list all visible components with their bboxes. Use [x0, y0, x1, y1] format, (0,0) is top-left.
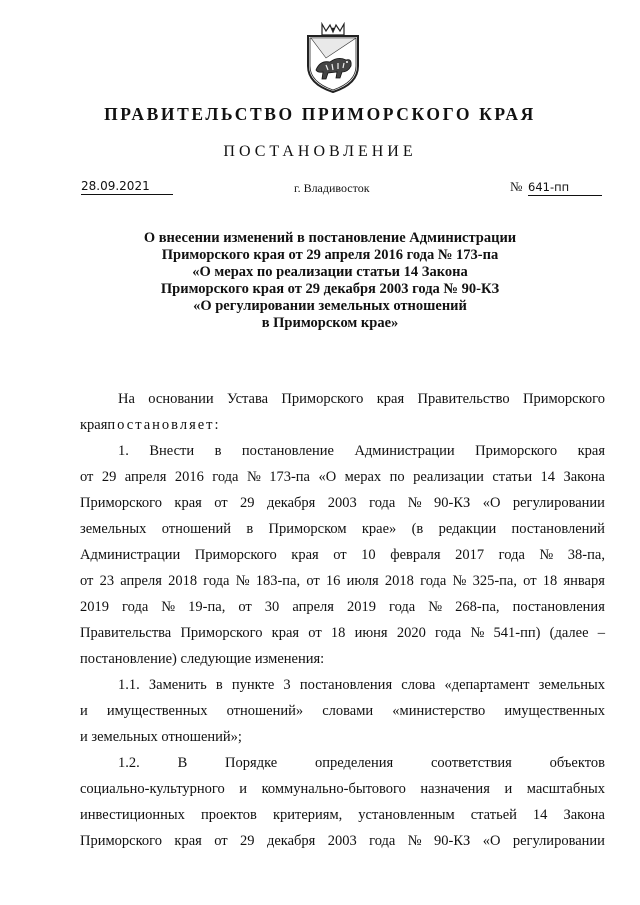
body-word: Администрации	[354, 443, 455, 459]
body-line	[80, 516, 605, 542]
body-word: Закона	[563, 469, 605, 485]
body-word: 38-па,	[567, 547, 605, 563]
body-word: Приморского	[180, 625, 263, 641]
body-word: 268-па,	[455, 599, 500, 615]
body-line	[80, 672, 605, 698]
body-word: февраля	[390, 547, 441, 563]
body-word: №	[470, 625, 485, 641]
body-word: крае»	[361, 521, 397, 537]
body-word: 18	[542, 573, 558, 589]
body-word: постановление	[241, 443, 334, 459]
body-word: регулировании	[512, 833, 605, 849]
body-word: Правительство	[417, 391, 510, 407]
body-word: регулировании	[512, 495, 605, 511]
body-word: 90-КЗ	[434, 833, 471, 849]
body-word: края	[174, 833, 202, 849]
document-date: 28.09.2021	[81, 179, 173, 195]
body-line	[80, 386, 605, 412]
body-word: Порядке	[225, 755, 278, 771]
title-line: «О мерах по реализации статьи 14 Закона	[192, 264, 468, 280]
primorsky-krai-coat-of-arms-icon	[304, 22, 362, 94]
body-word: апреля	[120, 573, 162, 589]
body-word: На	[118, 391, 135, 407]
body-word: года	[420, 573, 447, 589]
body-word: «О	[318, 469, 337, 485]
body-line	[80, 620, 605, 646]
body-word: года	[369, 495, 396, 511]
body-word: Устава	[227, 391, 269, 407]
body-word: июля	[346, 573, 379, 589]
body-word: 183-па,	[255, 573, 301, 589]
body-word: (в	[411, 521, 424, 537]
body-line	[80, 568, 605, 594]
body-word: постановления	[512, 599, 605, 615]
body-word: 2003	[327, 495, 357, 511]
body-word: «О	[482, 495, 501, 511]
body-word: пункте	[231, 677, 275, 693]
body-word: Правительства	[80, 625, 172, 641]
body-word: В	[177, 755, 188, 771]
body-line	[80, 438, 605, 464]
body-word: 2020	[396, 625, 426, 641]
body-word: 2003	[327, 833, 357, 849]
organization-name: ПРАВИТЕЛЬСТВО ПРИМОРСКОГО КРАЯ	[104, 104, 536, 124]
body-word: Приморского	[80, 833, 162, 849]
body-text: и земельных отношений»;	[80, 729, 242, 745]
body-word: 14	[532, 807, 548, 823]
body-word: (далее	[549, 625, 589, 641]
body-line	[80, 724, 605, 750]
body-word: статьи	[492, 469, 533, 485]
body-word: от	[214, 833, 228, 849]
body-line	[80, 594, 605, 620]
body-word: января	[563, 573, 605, 589]
body-word: имущественных	[106, 703, 208, 719]
body-line	[80, 412, 605, 438]
body-word: 3	[283, 677, 291, 693]
body-word: Закона	[563, 807, 605, 823]
body-word: определения	[315, 755, 394, 771]
body-word: края	[577, 443, 605, 459]
body-word: словами	[322, 703, 374, 719]
body-word: Внести	[149, 443, 195, 459]
body-word: №	[161, 599, 176, 615]
body-word: от	[214, 495, 228, 511]
title-line: Приморского края от 29 апреля 2016 года № 173-па	[161, 247, 499, 263]
body-word: июня	[354, 625, 388, 641]
body-word: 2019	[80, 599, 109, 615]
body-word: Приморском	[268, 521, 347, 537]
body-word: 14	[540, 469, 556, 485]
body-word: «министерство	[392, 703, 486, 719]
body-word: инвестиционных	[80, 807, 185, 823]
body-word: от	[306, 573, 320, 589]
body-word: в	[215, 677, 223, 693]
body-word: от	[80, 469, 94, 485]
body-word: 30	[264, 599, 280, 615]
document-number	[510, 179, 606, 196]
body-word: 23	[99, 573, 115, 589]
body-word: апреля	[124, 469, 167, 485]
body-word: 90-КЗ	[434, 495, 471, 511]
body-word: 2017	[455, 547, 485, 563]
body-word: мерах	[344, 469, 382, 485]
body-word: отношений	[161, 521, 231, 537]
document-city: г. Владивосток	[294, 181, 370, 195]
body-word: 19-па,	[188, 599, 226, 615]
body-word: 173-па	[269, 469, 310, 485]
body-word: края	[271, 625, 300, 641]
body-line	[80, 542, 605, 568]
body-word: имущественных	[504, 703, 605, 719]
body-line	[80, 464, 605, 490]
body-word: №	[246, 469, 261, 485]
body-word: года	[122, 599, 149, 615]
body-line	[80, 750, 605, 776]
body-word: слова	[401, 677, 436, 693]
body-word: 29	[240, 833, 255, 849]
body-word: коммунально-бытового	[261, 781, 406, 797]
body-word: Приморского	[80, 495, 162, 511]
body-word: –	[597, 625, 605, 641]
document-title	[110, 230, 550, 332]
body-text-spaced: постановляет:	[107, 417, 221, 433]
body-text: края	[80, 417, 108, 433]
body-word: установленным	[358, 807, 455, 823]
body-word: 29	[101, 469, 117, 485]
body-word: 325-па,	[472, 573, 517, 589]
body-word: 18	[330, 625, 346, 641]
body-word: статьей	[470, 807, 517, 823]
body-word: объектов	[549, 755, 605, 771]
body-word: года	[498, 547, 525, 563]
body-word: и	[239, 781, 248, 797]
body-word: «О	[482, 833, 501, 849]
body-word: от	[333, 547, 347, 563]
body-word: 16	[325, 573, 341, 589]
body-word: края	[376, 391, 405, 407]
body-word: земельных	[538, 677, 605, 693]
body-word: и	[80, 703, 88, 719]
body-word: и	[504, 781, 513, 797]
title-line: О внесении изменений в постановление Администрации	[143, 230, 517, 246]
body-word: назначения	[420, 781, 490, 797]
body-line	[80, 646, 605, 672]
body-word: №	[452, 573, 467, 589]
body-word: №	[428, 599, 443, 615]
body-word: от	[308, 625, 322, 641]
body-word: реализации	[413, 469, 484, 485]
body-word: редакции	[438, 521, 497, 537]
body-word: 1.1.	[118, 677, 140, 693]
title-line: в Приморском крае»	[261, 315, 399, 331]
body-word: масштабных	[526, 781, 605, 797]
body-word: в	[246, 521, 254, 537]
body-word: 1.2.	[118, 755, 140, 771]
body-word: декабря	[266, 495, 316, 511]
body-word: по	[389, 469, 405, 485]
body-word: года	[369, 833, 396, 849]
body-word: 1.	[118, 443, 129, 459]
body-word: от	[80, 573, 94, 589]
body-word: 541-пп)	[493, 625, 541, 641]
body-word: края	[291, 547, 319, 563]
body-word: соответствия	[431, 755, 512, 771]
body-word: проектов	[200, 807, 257, 823]
body-word: 2018	[168, 573, 198, 589]
body-line	[80, 490, 605, 516]
body-word: года	[203, 573, 230, 589]
body-word: 10	[361, 547, 376, 563]
body-word: Администрации	[80, 547, 181, 563]
body-word: 2019	[346, 599, 376, 615]
title-line: Приморского края от 29 декабря 2003 года № 90-КЗ	[160, 281, 500, 297]
body-word: года	[212, 469, 239, 485]
body-word: от	[238, 599, 252, 615]
body-word: 2018	[384, 573, 414, 589]
body-word: декабря	[266, 833, 316, 849]
body-word: года	[389, 599, 416, 615]
body-word: от	[523, 573, 537, 589]
body-word: Приморского	[475, 443, 558, 459]
body-word: №	[235, 573, 250, 589]
body-line	[80, 776, 605, 802]
body-word: Приморского	[281, 391, 364, 407]
body-word: в	[214, 443, 222, 459]
title-line: «О регулировании земельных отношений	[193, 298, 467, 314]
body-word: отношений»	[226, 703, 304, 719]
number-value: 641-пп	[528, 180, 602, 196]
body-word: №	[407, 495, 422, 511]
number-sign: №	[510, 179, 523, 194]
body-word: №	[539, 547, 554, 563]
body-word: №	[407, 833, 422, 849]
body-line	[80, 802, 605, 828]
body-word: социально-культурного	[80, 781, 225, 797]
body-word: земельных	[80, 521, 147, 537]
body-word: Заменить	[148, 677, 207, 693]
body-word: года	[435, 625, 462, 641]
body-word: основании	[148, 391, 214, 407]
body-word: «департамент	[444, 677, 530, 693]
body-word: постановлений	[511, 521, 605, 537]
body-line	[80, 698, 605, 724]
body-word: 2016	[174, 469, 204, 485]
body-word: 29	[240, 495, 255, 511]
body-word: постановления	[299, 677, 393, 693]
body-word: Приморского	[194, 547, 277, 563]
document-type: ПОСТАНОВЛЕНИЕ	[223, 143, 417, 160]
body-word: критериям,	[272, 807, 343, 823]
body-word: Приморского	[523, 391, 605, 407]
body-word: края	[174, 495, 202, 511]
body-text: постановление) следующие изменения:	[80, 651, 325, 667]
body-line	[80, 828, 605, 854]
body-word: апреля	[292, 599, 334, 615]
document-body	[80, 386, 605, 854]
